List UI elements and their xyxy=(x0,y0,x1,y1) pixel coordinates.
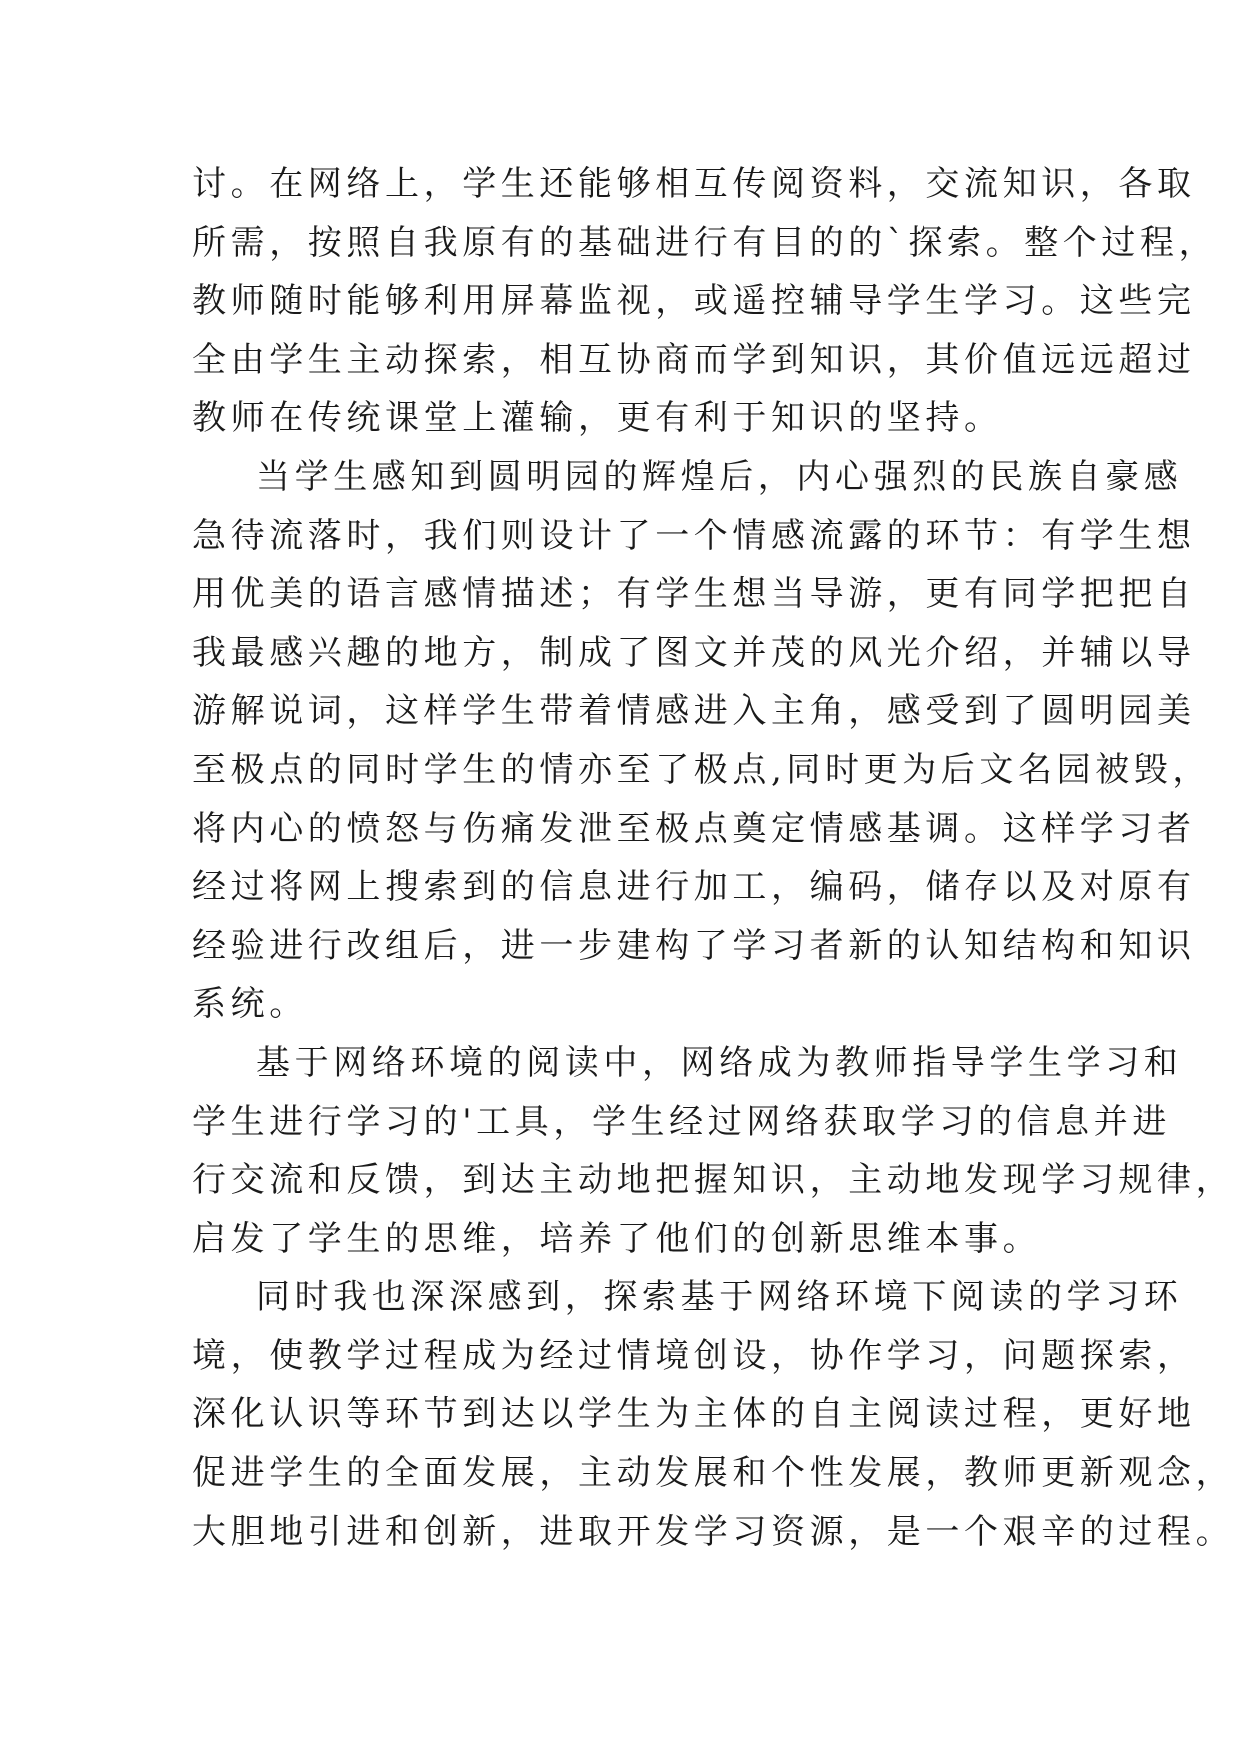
text-line: 用优美的语言感情描述；有学生想当导游，更有同学把把自 xyxy=(192,574,1196,615)
text-line: 行交流和反馈，到达主动地把握知识，主动地发现学习规律， xyxy=(192,1160,1235,1201)
text-line: 全由学生主动探索，相互协商而学到知识，其价值远远超过 xyxy=(192,339,1196,380)
text-line: 促进学生的全面发展，主动发展和个性发展，教师更新观念， xyxy=(192,1453,1235,1494)
text-line: 我最感兴趣的地方，制成了图文并茂的风光介绍，并辅以导 xyxy=(192,632,1196,673)
text-line: 境，使教学过程成为经过情境创设，协作学习，问题探索， xyxy=(192,1335,1196,1376)
text-line: 经验进行改组后，进一步建构了学习者新的认知结构和知识 xyxy=(192,925,1196,966)
text-line: 大胆地引进和创新，进取开发学习资源，是一个艰辛的过程。 xyxy=(192,1511,1235,1552)
text-line: 深化认识等环节到达以学生为主体的自主阅读过程，更好地 xyxy=(192,1394,1196,1435)
body-text xyxy=(192,155,1235,1561)
text-line: 启发了学生的思维，培养了他们的创新思维本事。 xyxy=(192,1218,1042,1259)
text-line: 经过将网上搜索到的信息进行加工，编码，储存以及对原有 xyxy=(192,867,1196,908)
text-line: 学生进行学习的'工具，学生经过网络获取学习的信息并进 xyxy=(192,1101,1171,1142)
text-line: 所需，按照自我原有的基础进行有目的的`探索。整个过程， xyxy=(192,222,1218,263)
text-line: 讨。在网络上，学生还能够相互传阅资料，交流知识，各取 xyxy=(192,164,1196,204)
text-line: 教师随时能够利用屏幕监视，或遥控辅导学生学习。这些完 xyxy=(192,281,1196,322)
text-line: 教师在传统课堂上灌输，更有利于知识的坚持。 xyxy=(192,398,1003,439)
text-line: 系统。 xyxy=(192,984,308,1025)
text-line: 基于网络环境的阅读中，网络成为教师指导学生学习和 xyxy=(256,1042,1183,1083)
text-line: 将内心的愤怒与伤痛发泄至极点奠定情感基调。这样学习者 xyxy=(192,808,1196,849)
text-line: 当学生感知到圆明园的辉煌后，内心强烈的民族自豪感 xyxy=(256,456,1183,497)
text-line: 同时我也深深感到，探索基于网络环境下阅读的学习环 xyxy=(256,1277,1183,1318)
text-line: 至极点的同时学生的情亦至了极点,同时更为后文名园被毁， xyxy=(192,749,1212,790)
text-line: 游解说词，这样学生带着情感进入主角，感受到了圆明园美 xyxy=(192,691,1196,732)
text-line: 急待流落时，我们则设计了一个情感流露的环节：有学生想 xyxy=(192,515,1196,556)
